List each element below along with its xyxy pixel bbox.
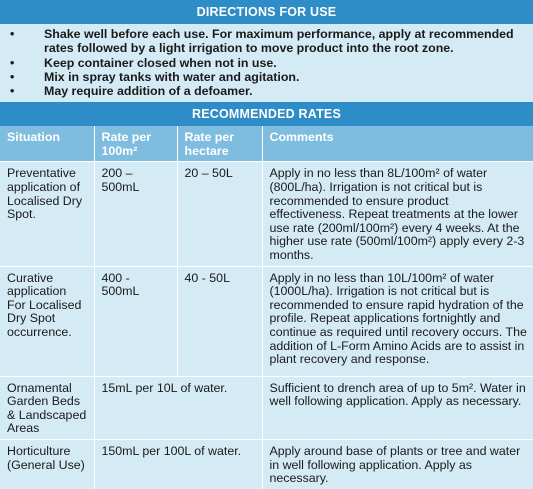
cell-situation: Preventative application of Localised Dry Spot. xyxy=(0,162,94,266)
table-row xyxy=(0,162,533,266)
bullet-icon: • xyxy=(10,55,15,70)
table-row xyxy=(0,376,533,439)
table-header-row xyxy=(0,126,533,162)
direction-text: Mix in spray tanks with water and agitation. xyxy=(44,69,300,84)
rates-table xyxy=(0,126,533,488)
cell-situation: Curative application For Localised Dry Spot occurrence. xyxy=(0,266,94,376)
list-item xyxy=(0,27,533,56)
list-item xyxy=(0,70,533,84)
list-item xyxy=(0,84,533,98)
column-header-situation: Situation xyxy=(0,126,94,162)
column-header-rate-hectare: Rate per hectare xyxy=(177,126,262,162)
bullet-icon: • xyxy=(10,84,15,99)
cell-rate-100m2: 200 – 500mL xyxy=(94,162,177,266)
bullet-icon: • xyxy=(10,69,15,84)
cell-rate: 15mL per 10L of water. xyxy=(94,376,262,439)
column-header-comments: Comments xyxy=(262,126,533,162)
cell-rate-100m2: 400 - 500mL xyxy=(94,266,177,376)
directions-heading: DIRECTIONS FOR USE xyxy=(0,0,533,24)
cell-situation: Ornamental Garden Beds & Landscaped Areas xyxy=(0,376,94,439)
direction-text: Shake well before each use. For maximum performance, apply at recommended rates followed by a light irrigation to move product into the root zone. xyxy=(44,27,514,56)
cell-comments: Apply around base of plants or tree and water in well following application. Apply as necessary. xyxy=(262,440,533,489)
column-header-rate-100m2: Rate per 100m² xyxy=(94,126,177,162)
directions-list xyxy=(0,24,533,100)
cell-rate-hectare: 40 - 50L xyxy=(177,266,262,376)
list-item xyxy=(0,56,533,70)
table-row xyxy=(0,266,533,376)
cell-comments: Apply in no less than 8L/100m² of water (800L/ha). Irrigation is not critical but is recommended to ensure product effectiveness. Repeat treatments at the lower use rate (200ml/100m²) every 4 weeks. At the higher use rate (500ml/100m²) apply every 2-3 months. xyxy=(262,162,533,266)
cell-rate: 150mL per 100L of water. xyxy=(94,440,262,489)
rates-heading: RECOMMENDED RATES xyxy=(0,102,533,126)
direction-text: May require addition of a defoamer. xyxy=(44,84,253,99)
direction-text: Keep container closed when not in use. xyxy=(44,55,277,70)
cell-rate-hectare: 20 – 50L xyxy=(177,162,262,266)
cell-comments: Apply in no less than 10L/100m² of water (1000L/ha). Irrigation is not critical but is recommended to ensure rapid hydration of the profile. Repeat applications fortnightly and continue as required until recovery occurs. The addition of L-Form Amino Acids are to assist in plant recovery and response. xyxy=(262,266,533,376)
cell-comments: Sufficient to drench area of up to 5m². Water in well following application. Apply as necessary. xyxy=(262,376,533,439)
bullet-icon: • xyxy=(10,27,15,41)
table-row xyxy=(0,440,533,489)
cell-situation: Horticulture (General Use) xyxy=(0,440,94,489)
